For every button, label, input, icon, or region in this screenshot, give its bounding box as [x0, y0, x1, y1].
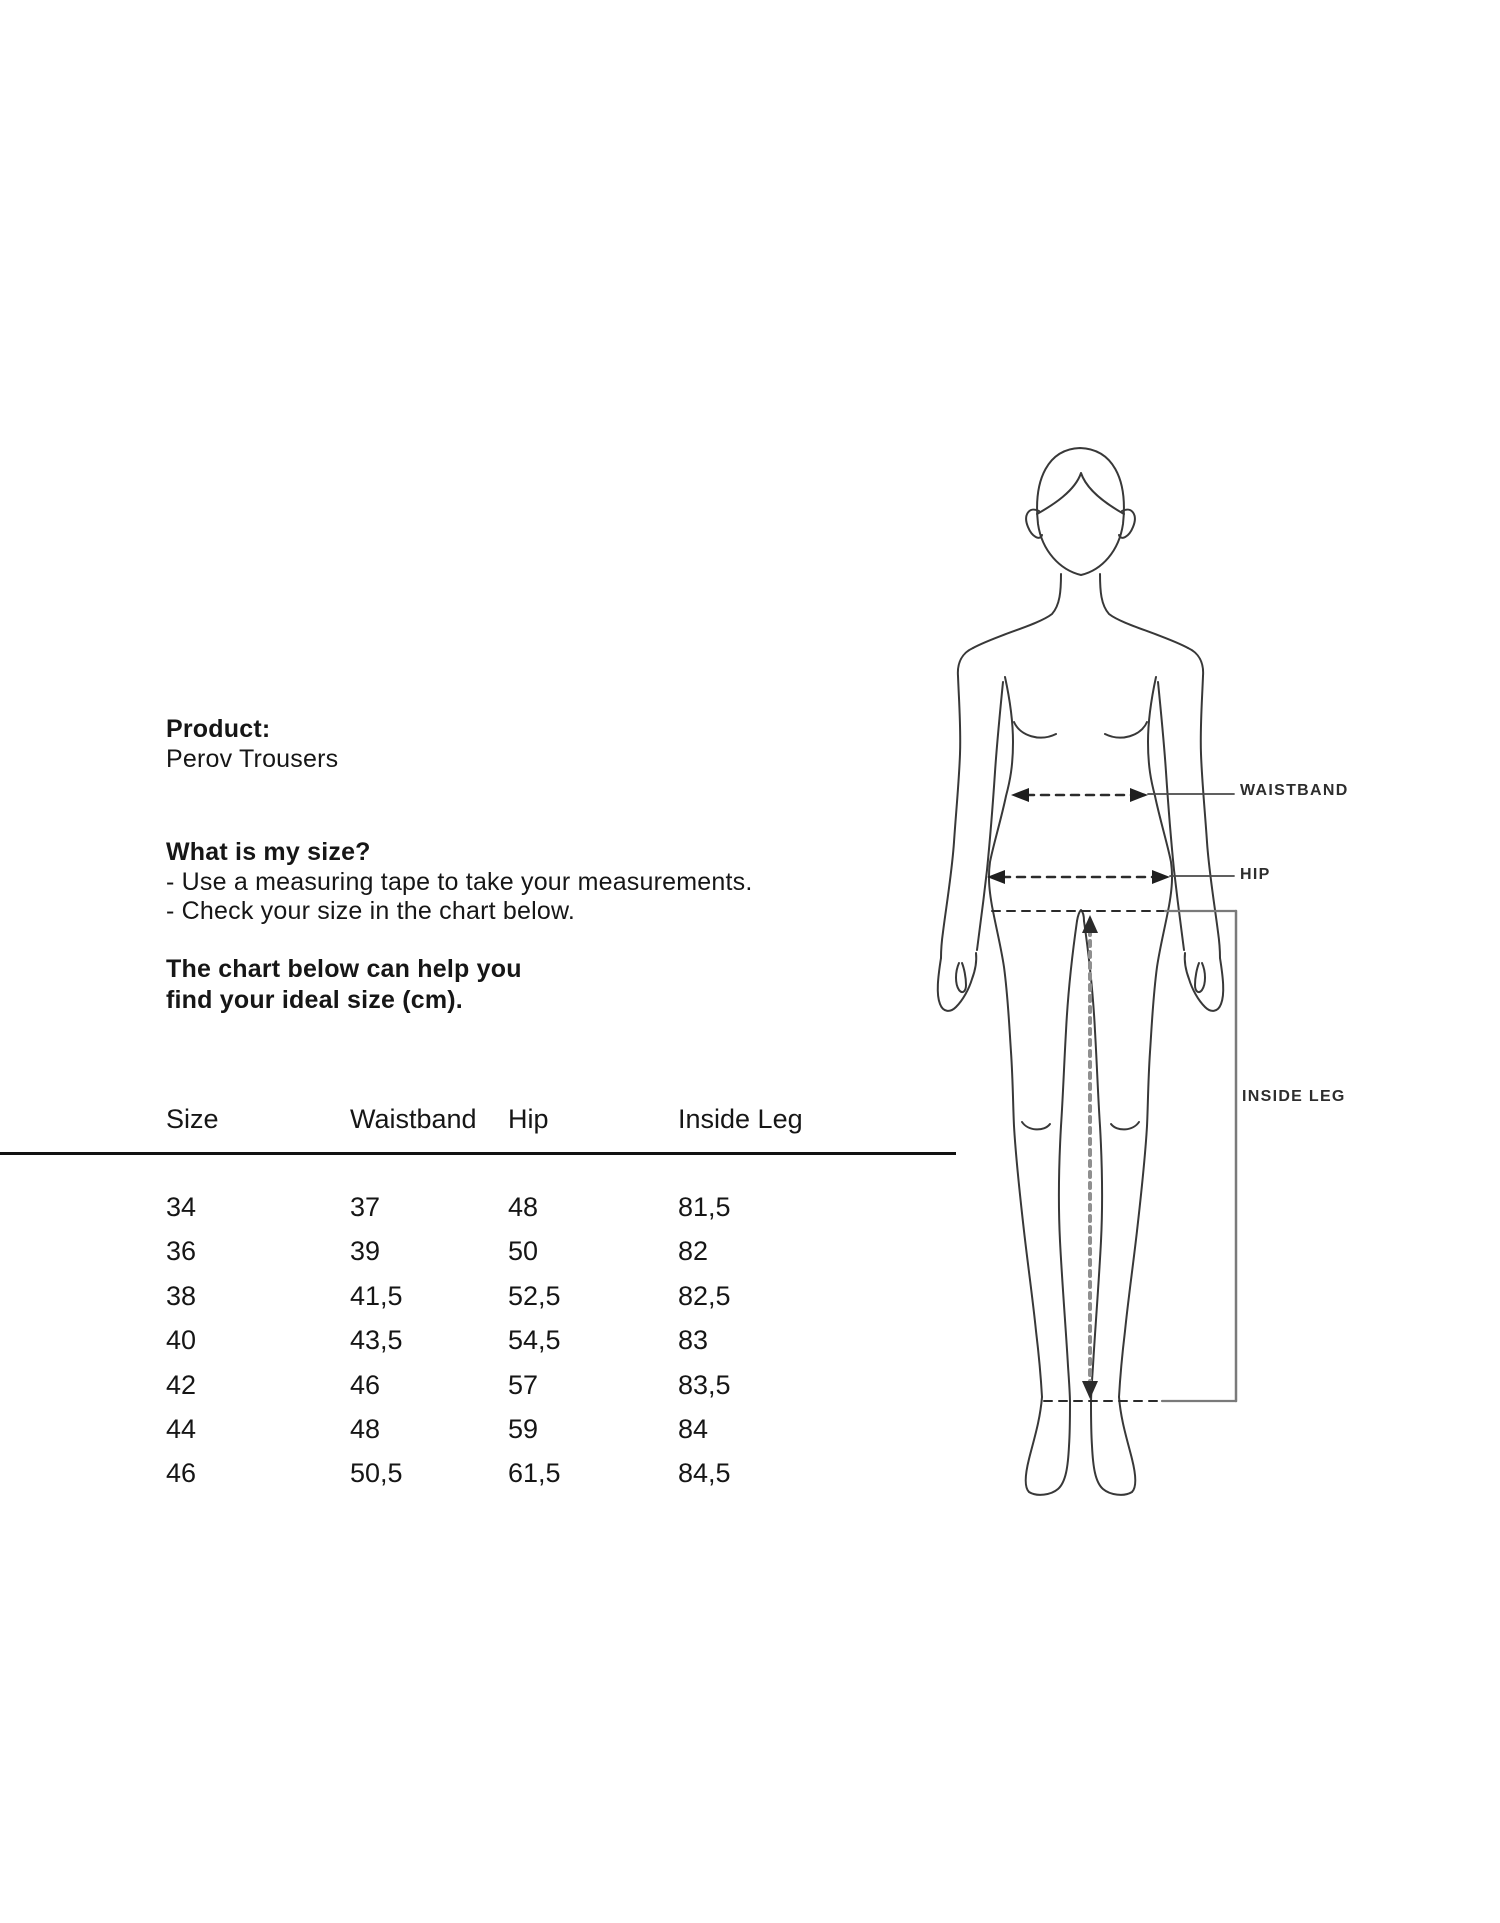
figure-bust-right — [1105, 722, 1147, 738]
waistband-arrow-right — [1130, 788, 1148, 802]
size-help-instruction-1: - Use a measuring tape to take your measurements. — [166, 867, 753, 896]
cell-inside-leg: 83,5 — [678, 1369, 731, 1400]
cell-hip: 52,5 — [508, 1280, 561, 1311]
cell-size: 44 — [166, 1413, 197, 1444]
figure-knee-right — [1111, 1122, 1139, 1129]
figure-thumb-right — [1195, 963, 1205, 992]
inside-leg-arrow-down — [1082, 1381, 1098, 1399]
cell-hip: 54,5 — [508, 1325, 561, 1356]
chart-note-line-2: find your ideal size (cm). — [166, 986, 463, 1014]
figure-arm-inner-left — [977, 682, 1003, 950]
figure-neck-right — [1100, 574, 1188, 648]
size-chart-body — [166, 1192, 731, 1503]
waistband-label: WAISTBAND — [1240, 782, 1349, 799]
size-help-instruction-2: - Check your size in the chart below. — [166, 897, 575, 925]
size-help-heading: What is my size? — [166, 838, 371, 866]
figure-head — [1037, 448, 1124, 575]
figure-leg-inner-right — [1084, 921, 1102, 1403]
chart-note-line-1: The chart below can help you — [166, 955, 522, 983]
cell-inside-leg: 82,5 — [678, 1280, 731, 1311]
figure-foot-left — [1026, 1397, 1070, 1495]
size-help-block — [166, 838, 752, 927]
cell-waistband: 50,5 — [350, 1458, 403, 1489]
cell-size: 34 — [166, 1192, 197, 1222]
cell-size: 40 — [166, 1325, 197, 1356]
product-block — [166, 714, 338, 774]
cell-size: 36 — [166, 1236, 197, 1267]
hip-label: HIP — [1240, 866, 1271, 883]
cell-waistband: 39 — [350, 1236, 381, 1267]
size-chart-header — [166, 1104, 803, 1135]
column-header-waistband: Waistband — [350, 1104, 477, 1134]
cell-size: 38 — [166, 1280, 197, 1311]
column-header-inside-leg: Inside Leg — [678, 1104, 803, 1134]
figure-knee-left — [1022, 1122, 1050, 1129]
cell-waistband: 37 — [350, 1192, 381, 1222]
body-figure-illustration — [890, 395, 1420, 1535]
waistband-arrow-left — [1011, 788, 1029, 802]
cell-hip: 61,5 — [508, 1458, 561, 1489]
figure-torso-leg-right — [1119, 677, 1172, 1397]
cell-hip: 59 — [508, 1413, 539, 1444]
product-name: Perov Trousers — [166, 745, 339, 773]
product-label: Product: — [166, 715, 271, 743]
chart-note-block — [166, 954, 522, 1016]
figure-arm-outer-left — [941, 648, 973, 958]
column-header-hip: Hip — [508, 1104, 549, 1134]
cell-waistband: 48 — [350, 1413, 381, 1444]
cell-inside-leg: 81,5 — [678, 1192, 731, 1222]
cell-size: 42 — [166, 1369, 197, 1400]
figure-leg-inner-left — [1059, 921, 1077, 1403]
figure-arm-inner-right — [1158, 682, 1184, 950]
cell-hip: 48 — [508, 1192, 539, 1222]
column-header-size: Size — [166, 1104, 219, 1134]
inside-leg-label: INSIDE LEG — [1242, 1088, 1346, 1105]
cell-waistband: 41,5 — [350, 1280, 403, 1311]
cell-inside-leg: 84 — [678, 1413, 709, 1444]
cell-hip: 57 — [508, 1369, 539, 1400]
figure-neck-left — [973, 574, 1061, 648]
cell-size: 46 — [166, 1458, 197, 1489]
cell-inside-leg: 83 — [678, 1325, 709, 1356]
cell-hip: 50 — [508, 1236, 539, 1267]
table-header-rule — [0, 1152, 956, 1155]
figure-bust-left — [1014, 722, 1056, 738]
cell-inside-leg: 84,5 — [678, 1458, 731, 1489]
cell-waistband: 46 — [350, 1369, 381, 1400]
figure-torso-leg-left — [989, 677, 1042, 1397]
figure-thumb-left — [956, 963, 966, 992]
figure-foot-right — [1091, 1397, 1135, 1495]
cell-inside-leg: 82 — [678, 1236, 709, 1267]
figure-hair — [1037, 473, 1124, 514]
cell-waistband: 43,5 — [350, 1325, 403, 1356]
hip-arrow-right — [1152, 870, 1170, 884]
